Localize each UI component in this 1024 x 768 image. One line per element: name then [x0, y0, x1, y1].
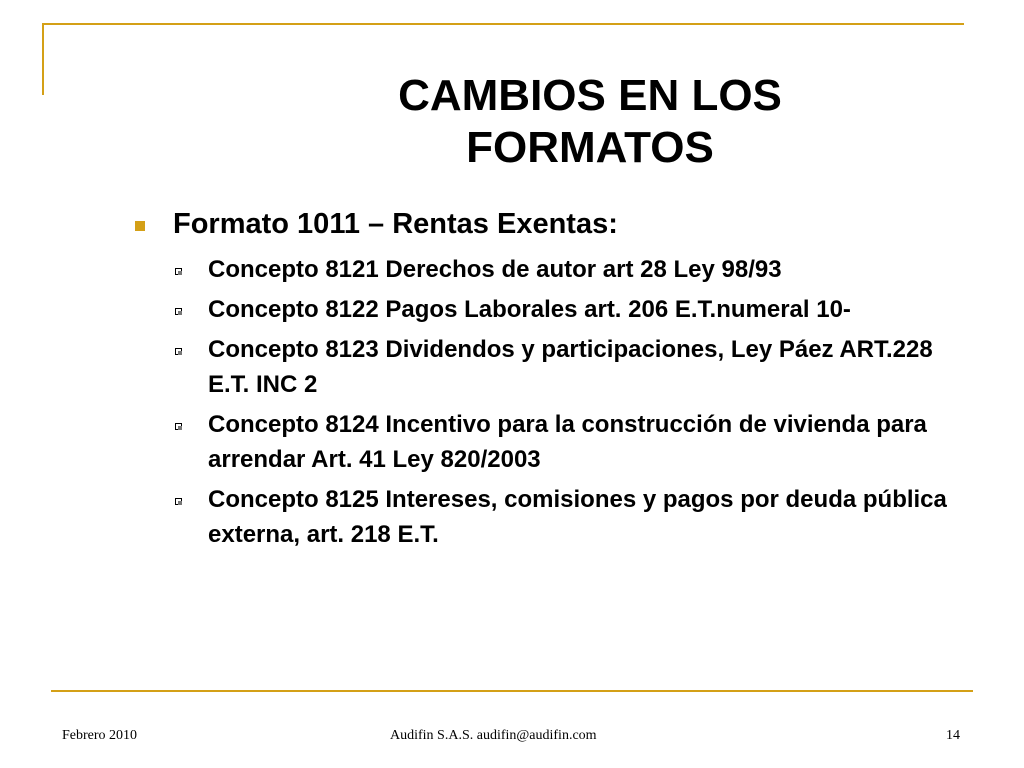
main-bullet-text: Formato 1011 – Rentas Exentas: [173, 208, 618, 240]
sub-bullet-text: Concepto 8123 Dividendos y participaciones, Ley Páez ART.228 E.T. INC 2 [208, 336, 933, 398]
sub-bullet-text: Concepto 8124 Incentivo para la construcción de vivienda para arrendar Art. 41 Ley 820/2003 [208, 411, 927, 473]
slide-title [320, 70, 860, 174]
hollow-square-bullet-icon [175, 308, 182, 315]
hollow-square-bullet-icon [175, 498, 182, 505]
sub-bullet-text: Concepto 8122 Pagos Laborales art. 206 E.T.numeral 10- [208, 296, 851, 323]
footer-divider [51, 690, 973, 692]
title-line-2: FORMATOS [466, 123, 714, 172]
sub-bullet-text: Concepto 8125 Intereses, comisiones y pagos por deuda pública externa, art. 218 E.T. [208, 486, 947, 548]
sub-bullet-item [175, 407, 965, 477]
slide-content [135, 204, 965, 557]
sub-bullet-text: Concepto 8121 Derechos de autor art 28 Ley 98/93 [208, 256, 782, 283]
sub-bullet-item [175, 292, 965, 327]
hollow-square-bullet-icon [175, 268, 182, 275]
hollow-square-bullet-icon [175, 348, 182, 355]
main-bullet [135, 204, 965, 244]
square-bullet-icon [135, 221, 145, 231]
left-frame-line [42, 23, 44, 95]
footer-date: Febrero 2010 [62, 728, 138, 743]
hollow-square-bullet-icon [175, 423, 182, 430]
sub-bullet-item [175, 482, 965, 552]
footer-company: Audifin S.A.S. audifin@audifin.com [390, 728, 597, 743]
sub-bullet-item [175, 332, 965, 402]
sub-bullet-list [135, 252, 965, 552]
page-number: 14 [946, 728, 960, 743]
sub-bullet-item [175, 252, 965, 287]
title-line-1: CAMBIOS EN LOS [398, 71, 782, 120]
top-frame-line [42, 23, 964, 25]
